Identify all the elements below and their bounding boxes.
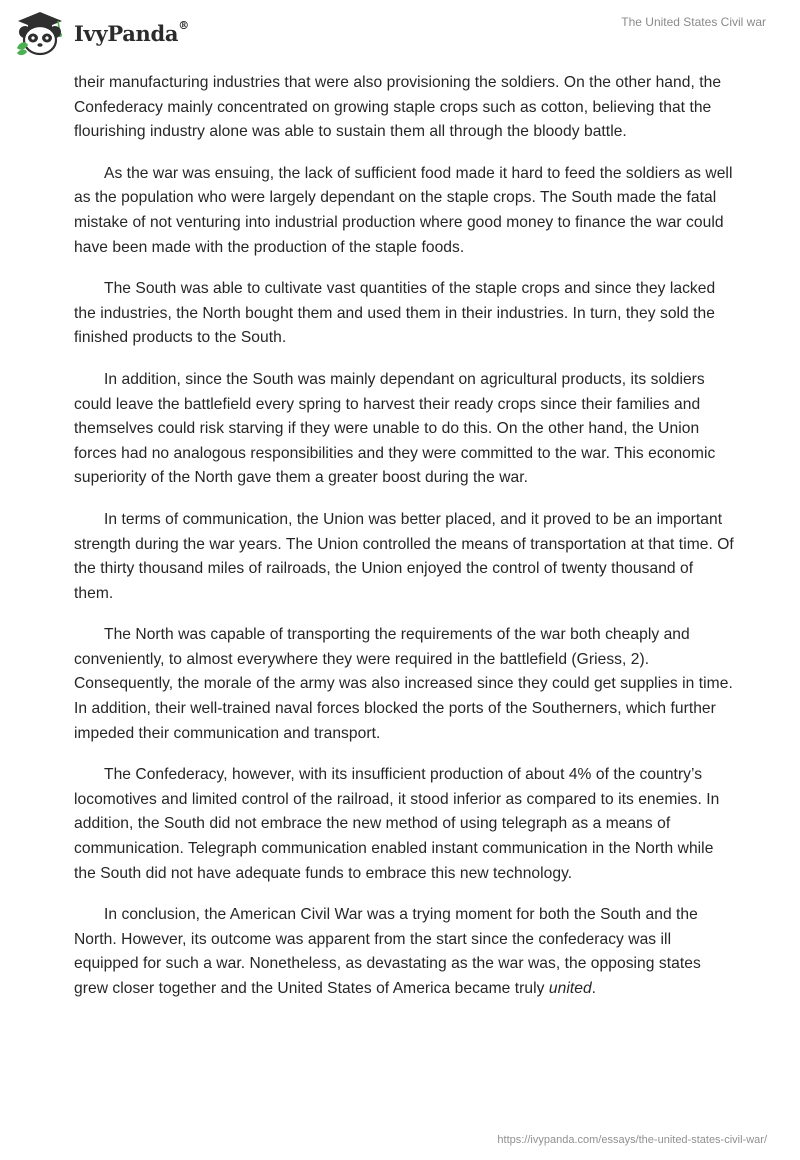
paragraph-2: As the war was ensuing, the lack of sufficient food made it hard to feed the soldiers as well as the population who were largely dependant on the staple crops. The South made the fatal mistake of not venturing into industrial production where good money to finance the war could have been made with the production of the staple foods. xyxy=(74,164,733,256)
source-url-link[interactable]: https://ivypanda.com/essays/the-united-states-civil-war/ xyxy=(497,1134,767,1146)
conclusion-emphasis: united xyxy=(548,980,592,997)
logo-wordmark: IvyPanda® xyxy=(74,18,189,46)
paragraph-3: The South was able to cultivate vast quantities of the staple crops and since they lacked the industries, the North bought them and used them in their industries. In turn, they sold the finished products to the South. xyxy=(74,280,716,347)
paragraph-4: In addition, since the South was mainly dependant on agricultural products, its soldiers could leave the battlefield every spring to harvest their ready crops since their families and themselves could risk starving if they were unable to do this. On the other hand, the Union forces had no analogous responsibilities and they were committed to the war. This economic superiority of the North gave them a greater boost during the war. xyxy=(74,370,716,487)
paragraph-5: In terms of communication, the Union was better placed, and it proved to be an important strength during the war years. The Union controlled the means of transportation at that time. Of the thirty thousand miles of railroads, the Union enjoyed the control of twenty thousand of them. xyxy=(74,510,734,602)
paragraph-7: The Confederacy, however, with its insufficient production of about 4% of the country’s locomotives and limited control of the railroad, it stood inferior as compared to its enemies. In addition, the South did not embrace the new method of using telegraph as a means of communication. Telegraph communication enabled instant communication in the North while the South did not have adequate funds to embrace this new technology. xyxy=(74,766,720,882)
paragraph-6: The North was capable of transporting the requirements of the war both cheaply and conveniently, to almost everywhere they were required in the battlefield (Griess, 2). Consequently, the morale of the army was also increased since they could get supplies in time. In addition, their well-trained naval forces blocked the ports of the Southerners, which further impeded their communication and transport. xyxy=(74,626,733,742)
registered-mark: ® xyxy=(178,18,189,32)
panda-graduate-icon xyxy=(14,8,66,58)
paragraph-1: their manufacturing industries that were also provisioning the soldiers. On the other hand, the Confederacy mainly concentrated on growing staple crops such as cotton, believing that the flourishing industry alone was able to sustain them all through the bloody battle. xyxy=(74,74,722,141)
conclusion-end: . xyxy=(591,980,597,997)
essay-body xyxy=(74,71,734,1019)
ivypanda-logo[interactable] xyxy=(14,8,189,58)
page-header xyxy=(0,0,800,72)
paragraph-conclusion xyxy=(74,903,734,1001)
document-title: The United States Civil war xyxy=(621,15,766,29)
conclusion-text: In conclusion, the American Civil War was a trying moment for both the South and the North. However, its outcome was apparent from the start since the confederacy was ill equipped for such a war. Nonetheless, as devastating as the war was, the opposing states grew closer together and the United States of America became truly xyxy=(74,906,701,997)
